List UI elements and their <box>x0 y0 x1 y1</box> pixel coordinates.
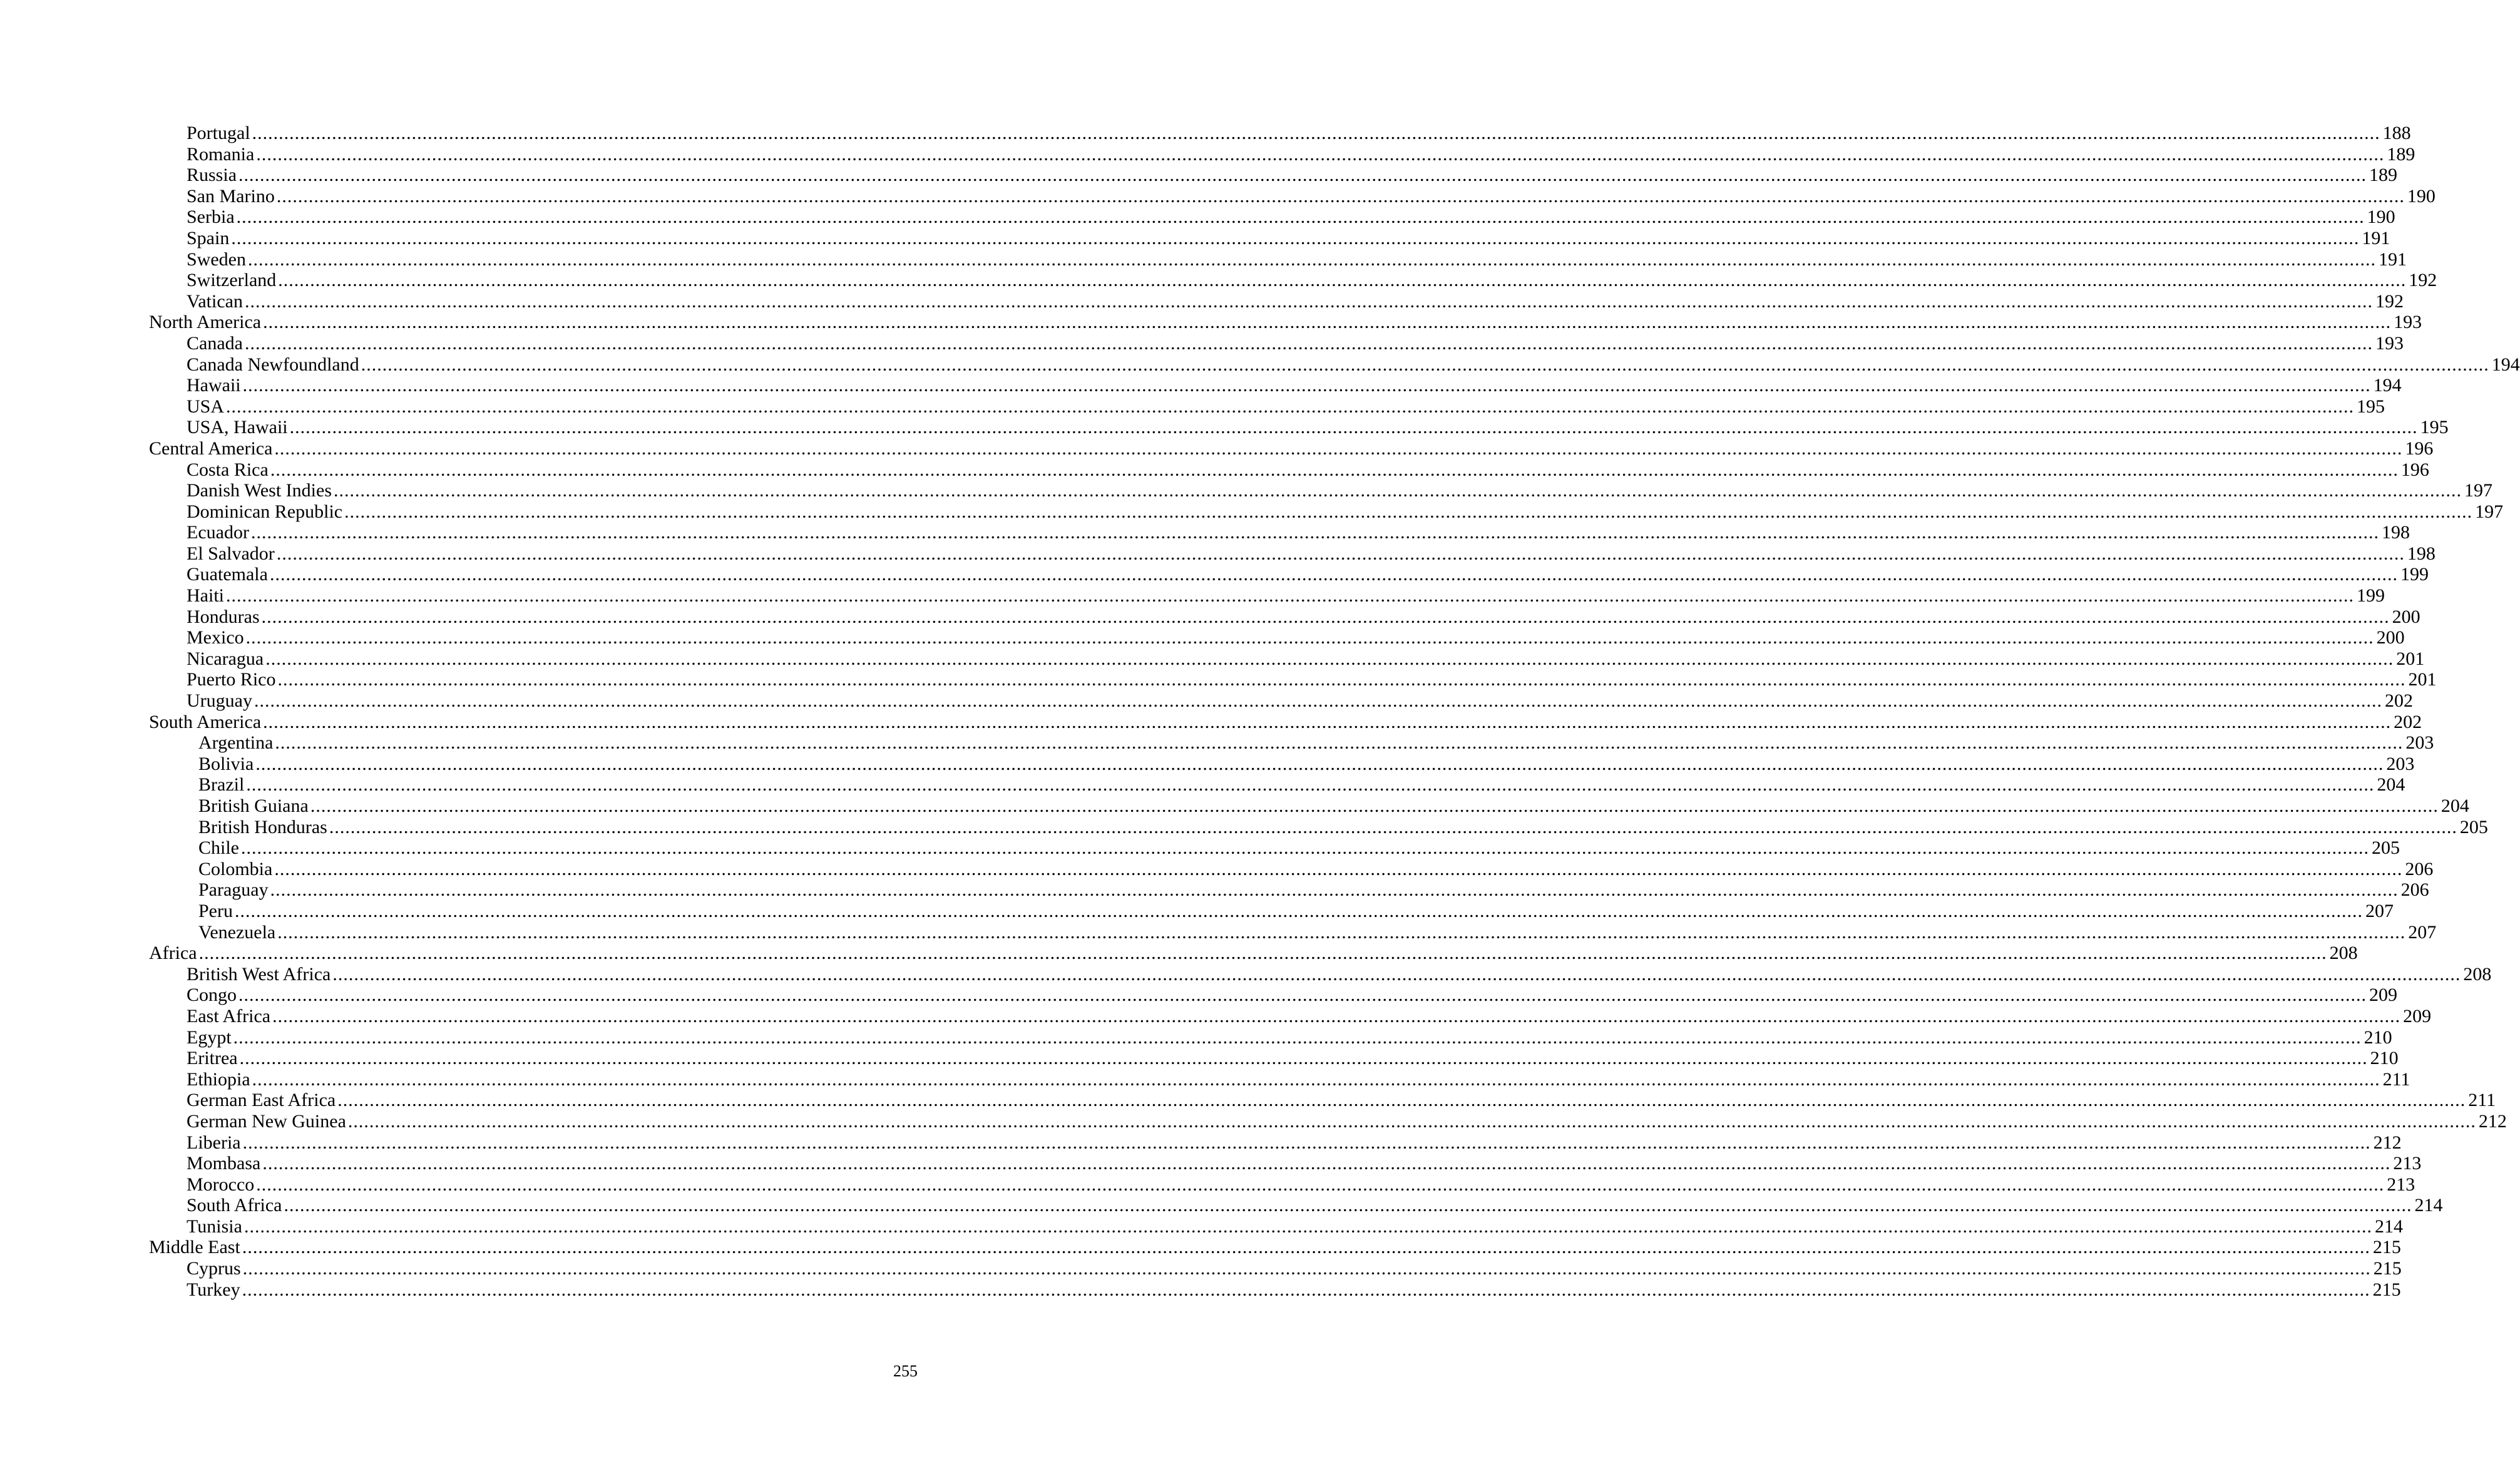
toc-entry[interactable] <box>149 1195 2443 1216</box>
toc-entry-label: Africa <box>149 943 197 964</box>
dot-leader: ................................................................................................................................................................................................................................................................................................................................................................................................................ <box>276 185 2405 207</box>
toc-section-entry[interactable] <box>149 711 2422 733</box>
toc-entry-page: 200 <box>2392 606 2420 627</box>
dot-leader: ................................................................................................................................................................................................................................................................................................................................................................................................................ <box>238 985 2367 1006</box>
toc-entry[interactable] <box>149 1216 2403 1237</box>
toc-entry-label: British West Africa <box>187 963 331 985</box>
dot-leader: ................................................................................................................................................................................................................................................................................................................................................................................................................ <box>274 438 2403 459</box>
toc-entry-page: 193 <box>2394 312 2422 333</box>
table-of-contents <box>149 123 2520 1300</box>
dot-leader: ................................................................................................................................................................................................................................................................................................................................................................................................................ <box>289 417 2418 438</box>
toc-entry-page: 197 <box>2475 501 2504 522</box>
dot-leader: ................................................................................................................................................................................................................................................................................................................................................................................................................ <box>241 837 2369 859</box>
toc-entry-label: Turkey <box>187 1279 240 1300</box>
toc-entry-page: 192 <box>2375 290 2404 312</box>
toc-entry-label: Eritrea <box>187 1048 238 1069</box>
toc-entry-page: 215 <box>2373 1258 2402 1279</box>
toc-entry-label: Cyprus <box>187 1258 241 1279</box>
toc-entry[interactable] <box>149 270 2437 291</box>
dot-leader: ................................................................................................................................................................................................................................................................................................................................................................................................................ <box>263 312 2392 333</box>
toc-entry[interactable] <box>149 648 2425 670</box>
toc-entry-label: Honduras <box>187 606 260 627</box>
toc-entry-label: Spain <box>187 227 230 248</box>
toc-entry-page: 188 <box>2382 123 2411 143</box>
dot-leader: ................................................................................................................................................................................................................................................................................................................................................................................................................ <box>263 711 2392 732</box>
toc-entry[interactable] <box>149 354 2520 376</box>
dot-leader: ................................................................................................................................................................................................................................................................................................................................................................................................................ <box>277 669 2406 690</box>
toc-entry[interactable] <box>149 1026 2392 1048</box>
toc-entry-page: 213 <box>2387 1174 2415 1195</box>
toc-entry[interactable] <box>149 522 2410 543</box>
toc-entry-label: Egypt <box>187 1026 232 1048</box>
toc-entry-page: 214 <box>2414 1195 2443 1216</box>
toc-entry-label: Romania <box>187 143 255 165</box>
dot-leader: ................................................................................................................................................................................................................................................................................................................................................................................................................ <box>233 1026 2362 1048</box>
dot-leader: ................................................................................................................................................................................................................................................................................................................................................................................................................ <box>284 1195 2412 1216</box>
toc-entry-page: 199 <box>2400 564 2429 585</box>
toc-entry-label: Peru <box>198 900 233 921</box>
dot-leader: ................................................................................................................................................................................................................................................................................................................................................................................................................ <box>238 165 2367 186</box>
toc-entry-label: Morocco <box>187 1174 255 1195</box>
toc-entry[interactable] <box>149 774 2405 796</box>
toc-entry-label: British Guiana <box>198 796 309 816</box>
toc-entry-page: 212 <box>2373 1132 2402 1153</box>
toc-entry-page: 207 <box>2365 900 2394 921</box>
toc-entry-page: 196 <box>2405 438 2434 459</box>
toc-entry-label: Paraguay <box>198 879 269 901</box>
toc-entry-page: 206 <box>2400 879 2429 901</box>
toc-entry[interactable] <box>149 732 2434 754</box>
dot-leader: ................................................................................................................................................................................................................................................................................................................................................................................................................ <box>255 753 2384 774</box>
toc-entry[interactable] <box>149 585 2385 607</box>
toc-entry[interactable] <box>149 1132 2402 1154</box>
toc-entry-label: North America <box>149 312 262 333</box>
toc-section-entry[interactable] <box>149 438 2434 459</box>
toc-entry-page: 211 <box>2382 1068 2410 1090</box>
toc-entry-label: East Africa <box>187 1005 271 1026</box>
dot-leader: ................................................................................................................................................................................................................................................................................................................................................................................................................ <box>244 332 2373 354</box>
toc-entry-page: 190 <box>2367 207 2395 228</box>
toc-entry-label: German East Africa <box>187 1090 336 1111</box>
toc-entry-label: Nicaragua <box>187 648 264 669</box>
dot-leader: ................................................................................................................................................................................................................................................................................................................................................................................................................ <box>244 290 2373 312</box>
toc-entry-label: Serbia <box>187 207 235 228</box>
toc-entry[interactable] <box>149 796 2469 817</box>
dot-leader: ................................................................................................................................................................................................................................................................................................................................................................................................................ <box>276 543 2405 564</box>
toc-entry-page: 212 <box>2478 1110 2507 1132</box>
toc-entry-label: Congo <box>187 985 237 1006</box>
toc-entry-label: Dominican Republic <box>187 501 343 522</box>
toc-entry-page: 190 <box>2407 185 2435 207</box>
toc-entry-label: Puerto Rico <box>187 669 276 690</box>
toc-entry[interactable] <box>149 207 2395 228</box>
toc-entry-label: Middle East <box>149 1237 240 1258</box>
dot-leader: ................................................................................................................................................................................................................................................................................................................................................................................................................ <box>269 564 2398 585</box>
dot-leader: ................................................................................................................................................................................................................................................................................................................................................................................................................ <box>247 248 2376 270</box>
toc-entry-page: 208 <box>2329 943 2358 964</box>
dot-leader: ................................................................................................................................................................................................................................................................................................................................................................................................................ <box>242 1237 2370 1258</box>
toc-entry[interactable] <box>149 837 2400 859</box>
toc-entry-page: 209 <box>2403 1005 2432 1026</box>
toc-entry[interactable] <box>149 480 2493 501</box>
toc-entry-page: 202 <box>2384 690 2413 712</box>
toc-entry[interactable] <box>149 669 2437 690</box>
toc-entry-page: 198 <box>2407 543 2435 564</box>
toc-entry-label: Portugal <box>187 123 250 143</box>
toc-entry-page: 189 <box>2387 143 2415 165</box>
dot-leader: ................................................................................................................................................................................................................................................................................................................................................................................................................ <box>270 459 2399 480</box>
dot-leader: ................................................................................................................................................................................................................................................................................................................................................................................................................ <box>270 879 2399 901</box>
toc-entry-label: Switzerland <box>187 270 277 291</box>
dot-leader: ................................................................................................................................................................................................................................................................................................................................................................................................................ <box>278 270 2407 291</box>
toc-entry[interactable] <box>149 417 2449 438</box>
toc-entry[interactable] <box>149 143 2415 165</box>
toc-entry-page: 189 <box>2369 165 2398 186</box>
toc-entry-label: Sweden <box>187 248 246 270</box>
dot-leader: ................................................................................................................................................................................................................................................................................................................................................................................................................ <box>242 1279 2370 1300</box>
toc-entry-page: 215 <box>2372 1279 2401 1300</box>
toc-entry[interactable] <box>149 985 2398 1006</box>
toc-entry-page: 201 <box>2396 648 2425 669</box>
toc-entry-page: 192 <box>2409 270 2437 291</box>
dot-leader: ................................................................................................................................................................................................................................................................................................................................................................................................................ <box>243 1216 2372 1237</box>
toc-entry[interactable] <box>149 290 2404 312</box>
dot-leader: ................................................................................................................................................................................................................................................................................................................................................................................................................ <box>246 774 2375 796</box>
toc-entry-page: 215 <box>2372 1237 2401 1258</box>
toc-entry-label: Chile <box>198 837 239 859</box>
toc-entry-label: South America <box>149 711 262 732</box>
toc-entry-page: 206 <box>2405 858 2434 879</box>
toc-entry[interactable] <box>149 1258 2402 1279</box>
toc-entry[interactable] <box>149 627 2405 648</box>
toc-entry[interactable] <box>149 543 2435 565</box>
toc-entry[interactable] <box>149 123 2411 144</box>
toc-entry-label: British Honduras <box>198 816 327 837</box>
toc-entry-page: 205 <box>2459 816 2488 837</box>
dot-leader: ................................................................................................................................................................................................................................................................................................................................................................................................................ <box>344 501 2473 522</box>
toc-entry-page: 204 <box>2377 774 2405 796</box>
dot-leader: ................................................................................................................................................................................................................................................................................................................................................................................................................ <box>275 732 2404 754</box>
page-number: 255 <box>893 1362 918 1380</box>
dot-leader: ................................................................................................................................................................................................................................................................................................................................................................................................................ <box>334 480 2462 501</box>
toc-entry-page: 210 <box>2370 1048 2399 1069</box>
dot-leader: ................................................................................................................................................................................................................................................................................................................................................................................................................ <box>272 1005 2401 1026</box>
toc-entry-label: Bolivia <box>198 753 254 774</box>
dot-leader: ................................................................................................................................................................................................................................................................................................................................................................................................................ <box>198 943 2327 964</box>
toc-entry[interactable] <box>149 185 2435 207</box>
dot-leader: ................................................................................................................................................................................................................................................................................................................................................................................................................ <box>226 585 2354 607</box>
toc-entry[interactable] <box>149 1005 2432 1027</box>
toc-entry-label: Russia <box>187 165 237 186</box>
dot-leader: ................................................................................................................................................................................................................................................................................................................................................................................................................ <box>332 963 2461 985</box>
toc-entry-label: Liberia <box>187 1132 241 1153</box>
toc-entry-page: 205 <box>2372 837 2400 859</box>
toc-entry-page: 197 <box>2464 480 2493 501</box>
toc-entry-page: 209 <box>2369 985 2398 1006</box>
toc-entry-label: Venezuela <box>198 921 276 943</box>
toc-entry-label: USA <box>187 396 225 417</box>
toc-entry-page: 203 <box>2405 732 2434 754</box>
toc-entry[interactable] <box>149 879 2429 901</box>
toc-entry-label: Argentina <box>198 732 274 754</box>
toc-entry-page: 204 <box>2441 796 2469 816</box>
toc-entry[interactable] <box>149 816 2488 838</box>
toc-entry-label: Costa Rica <box>187 459 269 480</box>
dot-leader: ................................................................................................................................................................................................................................................................................................................................................................................................................ <box>261 606 2390 627</box>
dot-leader: ................................................................................................................................................................................................................................................................................................................................................................................................................ <box>254 690 2382 712</box>
toc-entry-page: 211 <box>2468 1090 2496 1111</box>
dot-leader: ................................................................................................................................................................................................................................................................................................................................................................................................................ <box>226 396 2355 417</box>
toc-entry-page: 201 <box>2408 669 2437 690</box>
dot-leader: ................................................................................................................................................................................................................................................................................................................................................................................................................ <box>242 1132 2371 1153</box>
toc-entry-page: 194 <box>2491 354 2520 375</box>
toc-entry-label: Canada <box>187 332 243 354</box>
toc-entry-page: 199 <box>2357 585 2385 607</box>
toc-entry[interactable] <box>149 375 2402 396</box>
dot-leader: ................................................................................................................................................................................................................................................................................................................................................................................................................ <box>277 921 2406 943</box>
dot-leader: ................................................................................................................................................................................................................................................................................................................................................................................................................ <box>236 207 2365 228</box>
toc-entry[interactable] <box>149 921 2437 943</box>
toc-section-entry[interactable] <box>149 312 2422 333</box>
toc-entry-label: South Africa <box>187 1195 282 1216</box>
toc-entry-page: 195 <box>2357 396 2385 417</box>
dot-leader: ................................................................................................................................................................................................................................................................................................................................................................................................................ <box>235 900 2363 921</box>
toc-entry-page: 196 <box>2400 459 2429 480</box>
toc-entry-page: 214 <box>2374 1216 2403 1237</box>
dot-leader: ................................................................................................................................................................................................................................................................................................................................................................................................................ <box>242 1258 2371 1279</box>
toc-entry-page: 191 <box>2378 248 2407 270</box>
toc-entry-page: 203 <box>2386 753 2415 774</box>
dot-leader: ................................................................................................................................................................................................................................................................................................................................................................................................................ <box>274 858 2403 879</box>
toc-entry-label: Colombia <box>198 858 273 879</box>
dot-leader: ................................................................................................................................................................................................................................................................................................................................................................................................................ <box>231 227 2360 248</box>
toc-entry[interactable] <box>149 396 2385 417</box>
dot-leader: ................................................................................................................................................................................................................................................................................................................................................................................................................ <box>329 816 2457 837</box>
toc-entry-label: Brazil <box>198 774 245 796</box>
toc-entry-label: Ethiopia <box>187 1068 250 1090</box>
toc-entry[interactable] <box>149 248 2407 270</box>
toc-entry-label: Vatican <box>187 290 243 312</box>
toc-entry-label: Central America <box>149 438 273 459</box>
toc-entry-label: Guatemala <box>187 564 268 585</box>
toc-entry-page: 208 <box>2463 963 2492 985</box>
toc-entry[interactable] <box>149 332 2404 354</box>
toc-entry-label: San Marino <box>187 185 275 207</box>
toc-entry[interactable] <box>149 606 2420 628</box>
toc-entry-page: 210 <box>2364 1026 2392 1048</box>
toc-entry-page: 193 <box>2375 332 2404 354</box>
toc-entry[interactable] <box>149 165 2398 186</box>
dot-leader: ................................................................................................................................................................................................................................................................................................................................................................................................................ <box>252 1068 2380 1090</box>
toc-entry[interactable] <box>149 1279 2401 1301</box>
toc-entry-label: German New Guinea <box>187 1110 346 1132</box>
dot-leader: ................................................................................................................................................................................................................................................................................................................................................................................................................ <box>347 1110 2476 1132</box>
dot-leader: ................................................................................................................................................................................................................................................................................................................................................................................................................ <box>245 627 2374 648</box>
toc-entry-label: El Salvador <box>187 543 275 564</box>
toc-entry[interactable] <box>149 753 2415 775</box>
toc-entry-page: 194 <box>2373 375 2402 396</box>
toc-entry-page: 195 <box>2420 417 2449 438</box>
toc-entry-label: Haiti <box>187 585 224 607</box>
toc-entry-label: Uruguay <box>187 690 252 712</box>
dot-leader: ................................................................................................................................................................................................................................................................................................................................................................................................................ <box>242 375 2371 396</box>
toc-entry-label: Tunisia <box>187 1216 242 1237</box>
dot-leader: ................................................................................................................................................................................................................................................................................................................................................................................................................ <box>239 1048 2368 1069</box>
toc-entry[interactable] <box>149 1090 2496 1111</box>
toc-entry-page: 198 <box>2381 522 2410 543</box>
toc-entry-page: 191 <box>2362 227 2390 248</box>
toc-entry[interactable] <box>149 963 2492 985</box>
toc-entry[interactable] <box>149 1068 2410 1090</box>
dot-leader: ................................................................................................................................................................................................................................................................................................................................................................................................................ <box>250 522 2379 543</box>
toc-entry[interactable] <box>149 227 2390 249</box>
dot-leader: ................................................................................................................................................................................................................................................................................................................................................................................................................ <box>262 1153 2391 1174</box>
toc-entry[interactable] <box>149 900 2394 922</box>
toc-entry-page: 202 <box>2394 711 2422 732</box>
toc-entry-page: 213 <box>2393 1153 2422 1174</box>
toc-entry-label: Mombasa <box>187 1153 261 1174</box>
toc-entry[interactable] <box>149 459 2429 481</box>
dot-leader: ................................................................................................................................................................................................................................................................................................................................................................................................................ <box>310 796 2439 816</box>
toc-entry-label: Mexico <box>187 627 244 648</box>
toc-entry[interactable] <box>149 1174 2415 1195</box>
toc-entry[interactable] <box>149 690 2413 712</box>
toc-entry[interactable] <box>149 1110 2507 1132</box>
toc-entry-label: Canada Newfoundland <box>187 354 359 375</box>
toc-entry-label: Ecuador <box>187 522 249 543</box>
dot-leader: ................................................................................................................................................................................................................................................................................................................................................................................................................ <box>361 354 2489 375</box>
toc-section-entry[interactable] <box>149 1237 2401 1258</box>
toc-section-entry[interactable] <box>149 943 2358 964</box>
dot-leader: ................................................................................................................................................................................................................................................................................................................................................................................................................ <box>256 143 2385 165</box>
dot-leader: ................................................................................................................................................................................................................................................................................................................................................................................................................ <box>265 648 2394 669</box>
toc-entry[interactable] <box>149 1048 2399 1069</box>
dot-leader: ................................................................................................................................................................................................................................................................................................................................................................................................................ <box>337 1090 2466 1111</box>
toc-entry[interactable] <box>149 501 2504 523</box>
toc-entry[interactable] <box>149 564 2429 585</box>
toc-entry[interactable] <box>149 1153 2422 1174</box>
toc-entry-label: USA, Hawaii <box>187 417 288 438</box>
toc-entry-page: 207 <box>2408 921 2437 943</box>
dot-leader: ................................................................................................................................................................................................................................................................................................................................................................................................................ <box>256 1174 2385 1195</box>
toc-entry[interactable] <box>149 858 2434 880</box>
toc-entry-label: Danish West Indies <box>187 480 332 501</box>
toc-entry-label: Hawaii <box>187 375 241 396</box>
toc-entry-page: 200 <box>2376 627 2405 648</box>
dot-leader: ................................................................................................................................................................................................................................................................................................................................................................................................................ <box>252 123 2380 143</box>
